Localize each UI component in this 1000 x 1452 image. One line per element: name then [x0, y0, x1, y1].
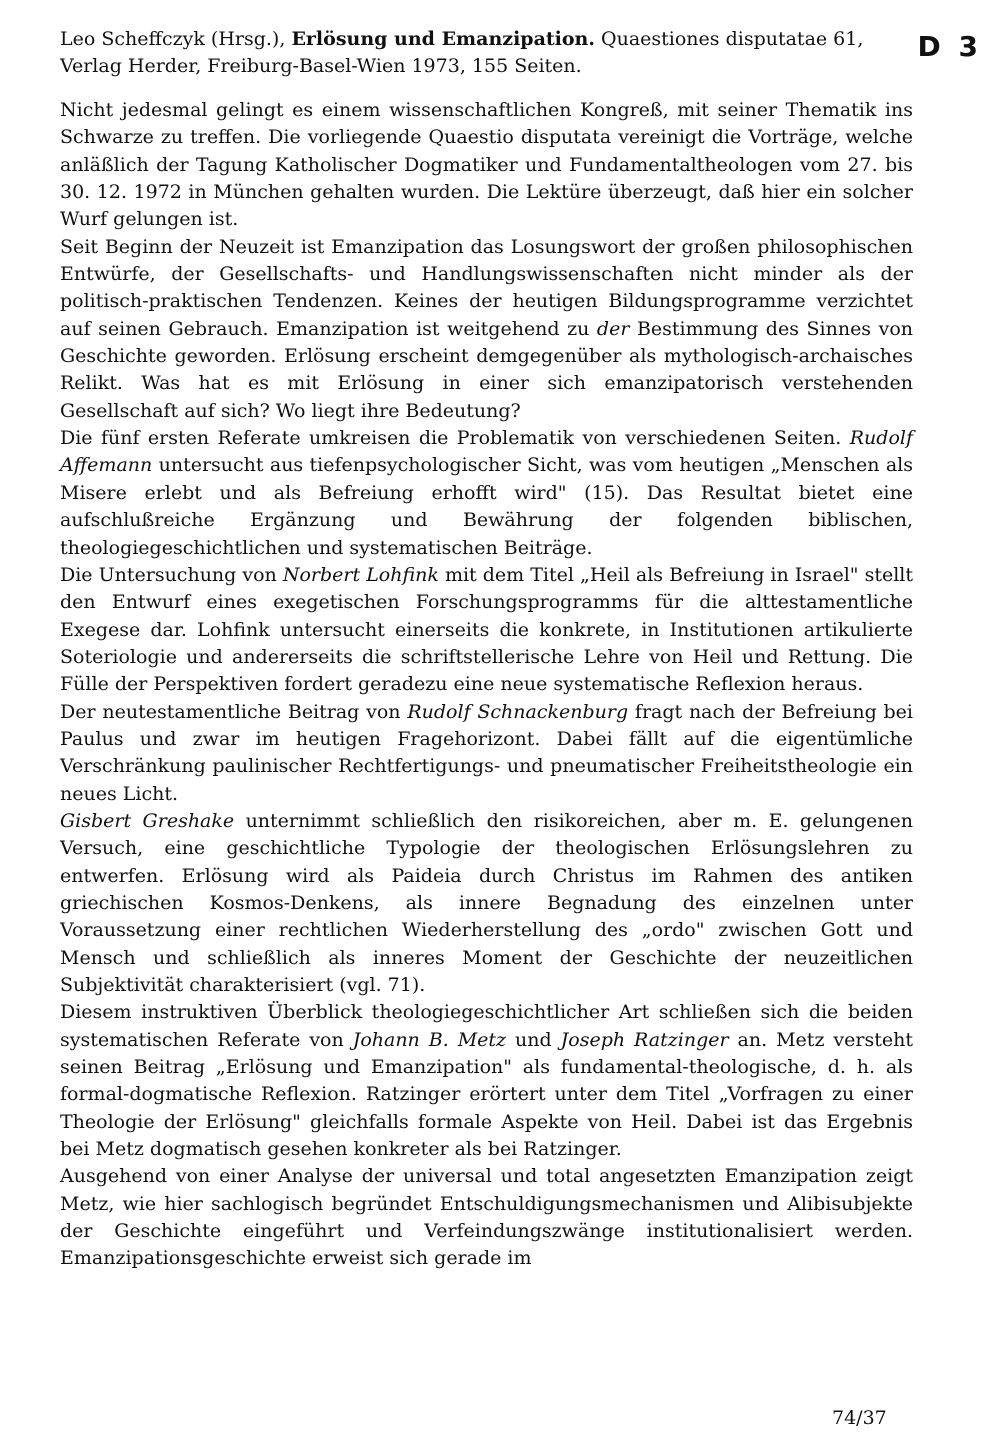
- paragraph-3: [60, 425, 913, 562]
- paragraph-text: unternimmt schließlich den risikoreichen, aber m. E. gelungenen Versuch, eine geschichtliche Typologie der theologischen Erlösungslehren zu entwerfen. Erlösung wird als Paideia durch Christus im Rahmen des antiken griechischen Kosmos-Denkens, als innere Begnadung des einzelnen unter Voraussetzung einer rechtlichen Wiederherstellung des „ordo" zwischen Gott und Mensch und schließlich als inneres Moment der Geschichte der neuzeitlichen Subjektivität charakterisiert (vgl. 71).: [60, 809, 913, 996]
- paragraph-4: [60, 562, 913, 699]
- paragraph-7: [60, 999, 913, 1163]
- author-name: Gisbert Greshake: [60, 809, 235, 832]
- paragraph-text: Die Untersuchung von: [60, 563, 283, 586]
- section-code: D 3: [917, 30, 982, 63]
- paragraph-text: und: [506, 1028, 561, 1051]
- citation-details: Quaestiones disputatae 61, Verlag Herder, Freiburg-Basel-Wien 1973, 155 Seiten.: [60, 28, 864, 77]
- paragraph-6: [60, 808, 913, 999]
- paragraph-text: Der neutestamentliche Beitrag von: [60, 700, 408, 723]
- page-number: 74/37: [832, 1407, 887, 1429]
- book-title: Erlösung und Emanzipation.: [291, 28, 595, 50]
- paragraph-text: an. Metz versteht seinen Beitrag „Erlösung und Emanzipation" als fundamental-theologische, d. h. als formal-dogmatische Reflexion. Ratzinger erörtert unter dem Titel „Vorfragen zu einer Theologie der Erlösung" gleichfalls formale Aspekte von Heil. Dabei ist das Ergebnis bei Metz dogmatisch gesehen konkreter als bei Ratzinger.: [60, 1028, 913, 1161]
- citation-header: [60, 26, 920, 80]
- paragraph-text: Ausgehend von einer Analyse der universal und total angesetzten Emanzipation zeigt Metz, wie hier sachlogisch begründet Entschuldigungsmechanismen und Alibisubjekte der Geschichte eingeführt und Verfeindungszwänge institutionalisiert werden. Emanzipationsgeschichte erweist sich gerade im: [60, 1165, 913, 1270]
- paragraph-1: [60, 97, 913, 234]
- citation-author: Leo Scheffczyk (Hrsg.),: [60, 28, 292, 50]
- paragraph-2: [60, 234, 913, 425]
- emphasis: der: [596, 317, 630, 340]
- paragraph-text: Bestimmung des Sinnes von Geschichte geworden. Erlösung erscheint demgegenüber als mythologisch-archaisches Relikt. Was hat es mit Erlösung in einer sich emanzipatorisch verstehenden Gesellschaft auf sich? Wo liegt ihre Bedeutung?: [60, 317, 914, 422]
- review-body: [60, 97, 913, 1273]
- author-name: Rudolf Schnackenburg: [407, 700, 629, 723]
- paragraph-8: [60, 1163, 913, 1272]
- paragraph-text: untersucht aus tiefenpsychologischer Sicht, was vom heutigen „Menschen als Misere erlebt und als Befreiung erhofft wird" (15). Das Resultat bietet eine aufschlußreiche Ergänzung und Bewährung der folgenden biblischen, theologiegeschichtlichen und systematischen Beiträge.: [60, 454, 913, 559]
- author-name: Rudolf Affemann: [60, 427, 913, 477]
- paragraph-text: Diesem instruktiven Überblick theologiegeschichtlicher Art schließen sich die beiden systematischen Referate von: [60, 1001, 913, 1051]
- paragraph-5: [60, 699, 913, 808]
- author-name: Johann B. Metz: [352, 1028, 507, 1051]
- paragraph-text: Die fünf ersten Referate umkreisen die Problematik von verschiedenen Seiten.: [60, 427, 850, 450]
- author-name: Joseph Ratzinger: [560, 1028, 729, 1051]
- paragraph-text: Nicht jedesmal gelingt es einem wissenschaftlichen Kongreß, mit seiner Thematik ins Schwarze zu treffen. Die vorliegende Quaestio disputata vereinigt die Vorträge, welche anläßlich der Tagung Katholischer Dogmatiker und Fundamentaltheologen vom 27. bis 30. 12. 1972 in München gehalten wurden. Die Lektüre überzeugt, daß hier ein solcher Wurf gelungen ist.: [60, 99, 913, 231]
- paragraph-text: mit dem Titel „Heil als Befreiung in Israel" stellt den Entwurf eines exegetischen Forschungsprogramms für die alttestamentliche Exegese dar. Lohfink untersucht einerseits die konkrete, in Institutionen artikulierte Soteriologie und andererseits die schriftstellerische Lehre von Heil und Rettung. Die Fülle der Perspektiven fordert geradezu eine neue systematische Reflexion heraus.: [60, 563, 913, 696]
- author-name: Norbert Lohfink: [282, 563, 439, 586]
- paragraph-text: Seit Beginn der Neuzeit ist Emanzipation das Losungswort der großen philosophischen Entwürfe, der Gesellschafts- und Handlungswissenschaften nicht minder als der politisch-praktischen Tendenzen. Keines der heutigen Bildungsprogramme verzichtet auf seinen Gebrauch. Emanzipation ist weitgehend zu: [60, 235, 913, 340]
- paragraph-text: fragt nach der Befreiung bei Paulus und zwar im heutigen Fragehorizont. Dabei fällt auf die eigentümliche Verschränkung paulinischer Rechtfertigungs- und pneumatischer Freiheitstheologie ein neues Licht.: [60, 700, 913, 805]
